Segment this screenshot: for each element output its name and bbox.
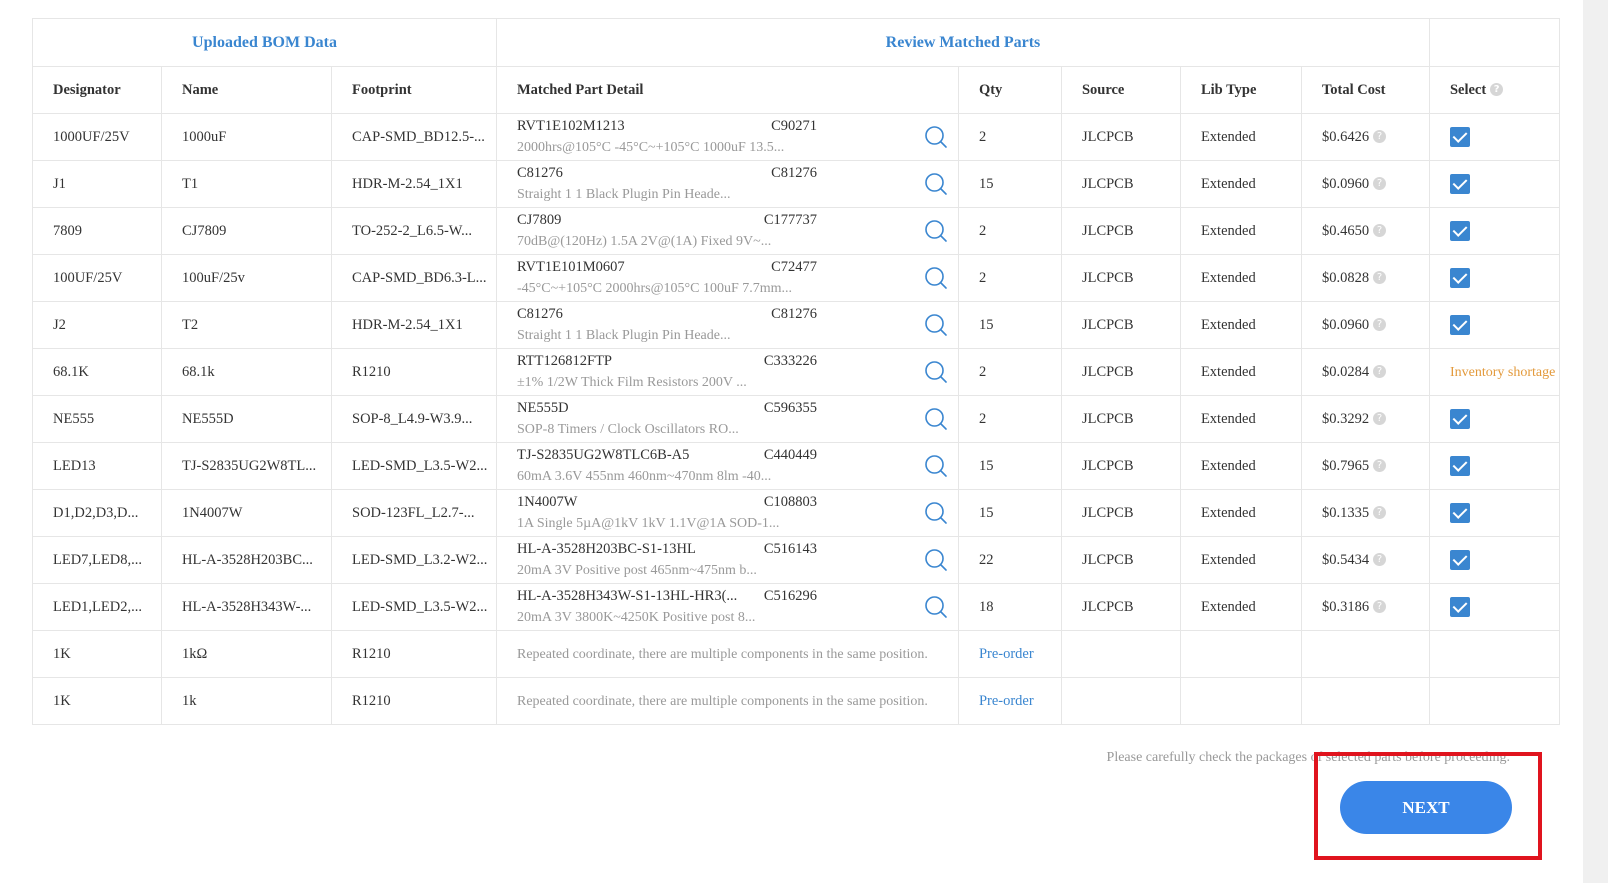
total-cost-cell (1301, 490, 1429, 537)
help-icon[interactable]: ? (1373, 318, 1386, 331)
footprint-cell: TO-252-2_L6.5-W... (332, 208, 497, 255)
lib-type-cell: Extended (1180, 255, 1301, 302)
table-row (33, 584, 1560, 631)
part-code: C440449 (763, 447, 817, 463)
action-cell (958, 678, 1061, 725)
footprint-cell: R1210 (332, 349, 497, 396)
total-cost-cell (1301, 114, 1429, 161)
help-icon[interactable]: ? (1373, 459, 1386, 472)
part-description: Straight 1 1 Black Plugin Pin Heade... (517, 328, 731, 343)
col-select (1429, 67, 1559, 114)
table-row (33, 396, 1560, 443)
col-qty: Qty (958, 67, 1061, 114)
designator-cell: NE555 (33, 396, 162, 443)
qty-cell: 15 (958, 490, 1061, 537)
select-checkbox[interactable] (1450, 268, 1470, 288)
part-code: C333226 (763, 353, 817, 369)
help-icon[interactable]: ? (1373, 224, 1386, 237)
help-icon[interactable]: ? (1373, 506, 1386, 519)
part-number: HL-A-3528H343W-S1-13HL-HR3(... (517, 588, 738, 604)
part-number: HL-A-3528H203BC-S1-13HL (517, 541, 696, 557)
help-icon[interactable]: ? (1373, 553, 1386, 566)
qty-cell: 15 (958, 443, 1061, 490)
source-cell: JLCPCB (1061, 255, 1180, 302)
table-row (33, 678, 1560, 725)
total-cost-value: $0.5434 (1321, 551, 1370, 568)
select-cell (1429, 443, 1559, 490)
select-checkbox[interactable] (1450, 597, 1470, 617)
qty-cell: 2 (958, 208, 1061, 255)
select-checkbox[interactable] (1450, 409, 1470, 429)
lib-type-cell: Extended (1180, 396, 1301, 443)
designator-cell: 68.1K (33, 349, 162, 396)
total-cost-value: $0.6426 (1321, 128, 1370, 145)
name-cell: HL-A-3528H203BC... (162, 537, 332, 584)
matched-part-cell (497, 208, 959, 255)
source-cell: JLCPCB (1061, 349, 1180, 396)
bom-table (32, 18, 1560, 725)
designator-cell: 7809 (33, 208, 162, 255)
part-number: CJ7809 (517, 212, 562, 228)
name-cell: 1kΩ (162, 631, 332, 678)
part-number: C81276 (517, 165, 563, 181)
table-row (33, 302, 1560, 349)
table-row (33, 208, 1560, 255)
part-code: C177737 (763, 212, 817, 228)
qty-cell: 2 (958, 255, 1061, 302)
repeated-coordinate-message: Repeated coordinate, there are multiple components in the same position. (497, 631, 959, 678)
footprint-cell: CAP-SMD_BD12.5-... (332, 114, 497, 161)
name-cell: 100uF/25v (162, 255, 332, 302)
select-checkbox[interactable] (1450, 221, 1470, 241)
total-cost-value: $0.0284 (1321, 363, 1370, 380)
source-cell: JLCPCB (1061, 161, 1180, 208)
part-description: 1A Single 5µA@1kV 1kV 1.1V@1A SOD-1... (517, 516, 780, 531)
part-number: RTT126812FTP (517, 353, 613, 369)
help-icon[interactable]: ? (1373, 600, 1386, 613)
select-cell (1429, 584, 1559, 631)
search-icon[interactable] (924, 454, 948, 478)
matched-part-cell (497, 302, 959, 349)
lib-type-cell: Extended (1180, 443, 1301, 490)
select-cell (1429, 114, 1559, 161)
help-icon[interactable]: ? (1373, 365, 1386, 378)
table-row (33, 255, 1560, 302)
help-icon[interactable]: ? (1373, 130, 1386, 143)
highlight-annotation (1314, 752, 1542, 860)
select-cell (1429, 349, 1559, 396)
total-cost-cell (1301, 161, 1429, 208)
source-cell: JLCPCB (1061, 490, 1180, 537)
search-icon[interactable] (924, 266, 948, 290)
matched-part-cell (497, 255, 959, 302)
col-select-label: Select (1449, 81, 1487, 98)
designator-cell: D1,D2,D3,D... (33, 490, 162, 537)
col-source: Source (1061, 67, 1180, 114)
col-name: Name (162, 67, 332, 114)
part-code: C90271 (771, 118, 817, 134)
group-header-row (33, 19, 1560, 67)
part-description: SOP-8 Timers / Clock Oscillators RO... (517, 422, 739, 437)
qty-cell: 2 (958, 114, 1061, 161)
total-cost-value: $0.3292 (1321, 410, 1370, 427)
part-description: -45°C~+105°C 2000hrs@105°C 100uF 7.7mm... (517, 281, 793, 296)
help-icon[interactable]: ? (1373, 271, 1386, 284)
total-cost-value: $0.0960 (1321, 175, 1370, 192)
footprint-cell: HDR-M-2.54_1X1 (332, 302, 497, 349)
part-description: 20mA 3V 3800K~4250K Positive post 8... (517, 610, 756, 625)
col-designator: Designator (33, 67, 162, 114)
select-checkbox[interactable] (1450, 503, 1470, 523)
footprint-cell: LED-SMD_L3.5-W2... (332, 584, 497, 631)
total-cost-cell (1301, 537, 1429, 584)
name-cell: HL-A-3528H343W-... (162, 584, 332, 631)
designator-cell: 1K (33, 631, 162, 678)
lib-type-cell: Extended (1180, 349, 1301, 396)
source-cell: JLCPCB (1061, 584, 1180, 631)
lib-type-cell: Extended (1180, 302, 1301, 349)
part-code: C72477 (771, 259, 817, 275)
col-matched-part-detail: Matched Part Detail (497, 67, 959, 114)
total-cost-value: $0.0960 (1321, 316, 1370, 333)
empty-cell (1180, 678, 1301, 725)
part-description: 70dB@(120Hz) 1.5A 2V@(1A) Fixed 9V~... (517, 234, 772, 249)
matched-part-cell (497, 349, 959, 396)
empty-cell (1429, 631, 1559, 678)
footprint-cell: HDR-M-2.54_1X1 (332, 161, 497, 208)
designator-cell: J2 (33, 302, 162, 349)
footprint-cell: LED-SMD_L3.2-W2... (332, 537, 497, 584)
part-description: Straight 1 1 Black Plugin Pin Heade... (517, 187, 731, 202)
source-cell: JLCPCB (1061, 537, 1180, 584)
source-cell: JLCPCB (1061, 302, 1180, 349)
source-cell: JLCPCB (1061, 396, 1180, 443)
empty-cell (1061, 678, 1180, 725)
search-icon[interactable] (924, 407, 948, 431)
search-icon[interactable] (924, 501, 948, 525)
table-row (33, 349, 1560, 396)
select-cell (1429, 490, 1559, 537)
table-row (33, 537, 1560, 584)
matched-part-cell (497, 161, 959, 208)
part-number: 1N4007W (517, 494, 578, 510)
designator-cell: 1000UF/25V (33, 114, 162, 161)
review-matched-header: Review Matched Parts (497, 19, 1430, 67)
qty-cell: 18 (958, 584, 1061, 631)
matched-part-cell (497, 584, 959, 631)
part-number: RVT1E102M1213 (517, 118, 625, 134)
qty-cell: 15 (958, 161, 1061, 208)
action-cell (958, 631, 1061, 678)
lib-type-cell: Extended (1180, 208, 1301, 255)
footprint-cell: SOD-123FL_L2.7-... (332, 490, 497, 537)
total-cost-value: $0.1335 (1321, 504, 1370, 521)
part-description: 20mA 3V Positive post 465nm~475nm b... (517, 563, 757, 578)
help-icon[interactable]: ? (1490, 83, 1503, 96)
next-button[interactable]: NEXT (1340, 781, 1512, 834)
select-checkbox[interactable] (1450, 456, 1470, 476)
source-cell: JLCPCB (1061, 208, 1180, 255)
source-cell: JLCPCB (1061, 114, 1180, 161)
designator-cell: J1 (33, 161, 162, 208)
uploaded-bom-header: Uploaded BOM Data (33, 19, 497, 67)
search-icon[interactable] (924, 172, 948, 196)
table-row (33, 114, 1560, 161)
matched-part-cell (497, 114, 959, 161)
pre-order-link[interactable]: Pre-order (978, 692, 1034, 709)
part-code: C81276 (771, 306, 817, 322)
total-cost-cell (1301, 255, 1429, 302)
pre-order-link[interactable]: Pre-order (978, 645, 1034, 662)
repeated-coordinate-message: Repeated coordinate, there are multiple components in the same position. (497, 678, 959, 725)
search-icon[interactable] (924, 125, 948, 149)
matched-part-cell (497, 443, 959, 490)
lib-type-cell: Extended (1180, 161, 1301, 208)
footprint-cell: R1210 (332, 631, 497, 678)
part-code: C81276 (771, 165, 817, 181)
name-cell: NE555D (162, 396, 332, 443)
designator-cell: LED13 (33, 443, 162, 490)
lib-type-cell: Extended (1180, 114, 1301, 161)
part-description: 2000hrs@105°C -45°C~+105°C 1000uF 13.5... (517, 140, 785, 155)
part-number: NE555D (517, 400, 569, 416)
footer-notice: Please carefully check the packages of selected parts before proceeding. (1106, 750, 1510, 765)
designator-cell: 100UF/25V (33, 255, 162, 302)
total-cost-cell (1301, 584, 1429, 631)
part-number: TJ-S2835UG2W8TLC6B-A5 (517, 447, 690, 463)
select-cell (1429, 208, 1559, 255)
col-footprint: Footprint (332, 67, 497, 114)
total-cost-cell (1301, 302, 1429, 349)
part-number: RVT1E101M0607 (517, 259, 625, 275)
select-checkbox[interactable] (1450, 127, 1470, 147)
select-cell (1429, 255, 1559, 302)
designator-cell: LED1,LED2,... (33, 584, 162, 631)
column-header-row (33, 67, 1560, 114)
part-code: C516143 (763, 541, 817, 557)
search-icon[interactable] (924, 219, 948, 243)
total-cost-cell (1301, 396, 1429, 443)
matched-part-cell (497, 490, 959, 537)
footprint-cell: CAP-SMD_BD6.3-L... (332, 255, 497, 302)
name-cell: CJ7809 (162, 208, 332, 255)
empty-cell (1180, 631, 1301, 678)
total-cost-cell (1301, 208, 1429, 255)
select-cell (1429, 537, 1559, 584)
search-icon[interactable] (924, 313, 948, 337)
total-cost-value: $0.7965 (1321, 457, 1370, 474)
part-code: C596355 (763, 400, 817, 416)
name-cell: T2 (162, 302, 332, 349)
designator-cell: 1K (33, 678, 162, 725)
col-total-cost: Total Cost (1301, 67, 1429, 114)
qty-cell: 22 (958, 537, 1061, 584)
matched-part-cell (497, 396, 959, 443)
qty-cell: 2 (958, 349, 1061, 396)
total-cost-value: $0.4650 (1321, 222, 1370, 239)
name-cell: 1N4007W (162, 490, 332, 537)
help-icon[interactable]: ? (1373, 177, 1386, 190)
lib-type-cell: Extended (1180, 537, 1301, 584)
total-cost-cell (1301, 349, 1429, 396)
col-lib-type: Lib Type (1180, 67, 1301, 114)
search-icon[interactable] (924, 548, 948, 572)
empty-cell (1061, 631, 1180, 678)
select-cell (1429, 302, 1559, 349)
page-scrollbar[interactable] (1583, 0, 1608, 883)
empty-cell (1301, 631, 1429, 678)
inventory-shortage-label: Inventory shortage (1449, 364, 1556, 380)
empty-cell (1301, 678, 1429, 725)
bom-table-body (33, 114, 1560, 725)
select-checkbox[interactable] (1450, 550, 1470, 570)
lib-type-cell: Extended (1180, 584, 1301, 631)
footprint-cell: R1210 (332, 678, 497, 725)
name-cell: 1000uF (162, 114, 332, 161)
table-row (33, 631, 1560, 678)
search-icon[interactable] (924, 360, 948, 384)
qty-cell: 15 (958, 302, 1061, 349)
part-description: ±1% 1/2W Thick Film Resistors 200V ... (517, 375, 747, 390)
table-row (33, 443, 1560, 490)
name-cell: 68.1k (162, 349, 332, 396)
footprint-cell: SOP-8_L4.9-W3.9... (332, 396, 497, 443)
table-row (33, 161, 1560, 208)
total-cost-value: $0.0828 (1321, 269, 1370, 286)
footprint-cell: LED-SMD_L3.5-W2... (332, 443, 497, 490)
name-cell: T1 (162, 161, 332, 208)
select-checkbox[interactable] (1450, 174, 1470, 194)
name-cell: 1k (162, 678, 332, 725)
part-number: C81276 (517, 306, 563, 322)
select-cell (1429, 396, 1559, 443)
matched-part-cell (497, 537, 959, 584)
group-header-empty (1429, 19, 1559, 67)
empty-cell (1429, 678, 1559, 725)
part-code: C108803 (763, 494, 817, 510)
part-code: C516296 (763, 588, 817, 604)
lib-type-cell: Extended (1180, 490, 1301, 537)
total-cost-cell (1301, 443, 1429, 490)
select-cell (1429, 161, 1559, 208)
source-cell: JLCPCB (1061, 443, 1180, 490)
total-cost-value: $0.3186 (1321, 598, 1370, 615)
part-description: 60mA 3.6V 455nm 460nm~470nm 8lm -40... (517, 469, 772, 484)
search-icon[interactable] (924, 595, 948, 619)
help-icon[interactable]: ? (1373, 412, 1386, 425)
select-checkbox[interactable] (1450, 315, 1470, 335)
qty-cell: 2 (958, 396, 1061, 443)
name-cell: TJ-S2835UG2W8TL... (162, 443, 332, 490)
table-row (33, 490, 1560, 537)
designator-cell: LED7,LED8,... (33, 537, 162, 584)
